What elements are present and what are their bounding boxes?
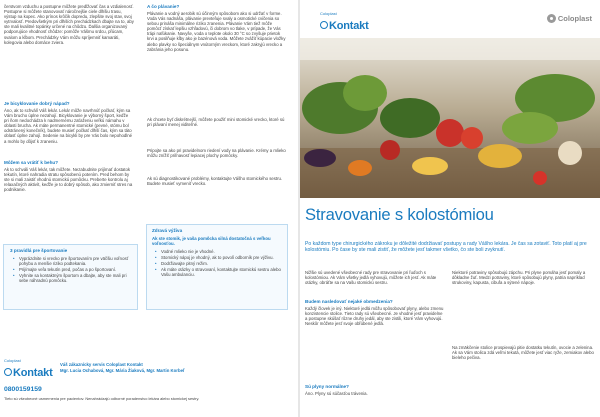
stool-consistency-paragraph: Na zmäkčenie stolice prospievajú pitie dostatku tekutín, ovocie a zelenina. Ak sa Vám stolica zdá veľmi tekutá, môžete jesť viac ryže, zemiakov alebo bieleho pečiva. [452,345,594,361]
nutrition-subtitle: Ak ste stomik, je vaša pomôcka silná dostatočná s veľkou voľnosťou. [152,236,271,247]
coloplast-kontakt-header-logo [320,12,369,34]
vegetables-photo [300,38,600,198]
coloplast-company-logo [547,14,592,23]
disclaimer: Tieto sú všeobecné usmernenia pre pacientov. Nenahrádzajú odborné poradenstvo lekára alebo stomickej sestry. [4,396,200,401]
contact-names: Mgr. Lucia Ochabová, Mgr. Mária Žiaková, Mgr. Martin Korbeľ [60,368,185,373]
swimming-paragraph: Plávanie a vodný aerobik sú účinným spôsobom ako si udržať v forme. Voda Vás nadnáša, plávanie prevteľuje svaly a osmotické cvičenia so sebou prináša minimálne riziko zranenia. Plávanie Vám tiež môže pomôcť získať lepšiu vzhľadovú, či dobrom vo tlake, v prípade, že Vás trápi nafúkanie. Navyše, voda o teplote okolo 30 °C so zvyšuje prietok krvi a posilňuje kĺby ako je bazénová voda. Môžete zvážiť kúpacie vložky alebo plavky so špeciálnym vnútorným vreckom, ktoré zakryjú vrecko a zabránia jeho posunu. [147,11,286,52]
coloplast-mark-icon [547,14,556,23]
cycling-heading: Je bicyklovanie dobrý nápad? [4,101,70,106]
cycling-paragraph: Áno, ak to schválí Váš lekár. Lekár môže navrhnúť počkať, kým sa Vám brucho úplne nezahojí. Bicyklovanie je výborný šport, keďže pri ňom nedochádza k nadmernému zaťaženiu veľkú námahu v oblasti brucha. Ak máte permanentné stomické (pevné, stómu bol odstránený konečník), budete musieť počkať dlhší čas, kým sa táto oblasť úplne zahojí. Sedenie na bicykli by pre Vás bolo nepohodlné a mohlo by dôjsť k zraneniu. [4,108,132,144]
nutrition-list [153,249,287,278]
nutrition-title: Zdravá výživa [152,228,183,233]
header-logo-big-text: Kontakt [329,20,369,32]
coloplast-kontakt-logo [4,359,53,381]
right-header [300,0,600,38]
gas-paragraph: Áno. Plyny sú súčasťou trávenia. [305,391,368,396]
gas-heading: Sú plyny normálne? [305,384,349,389]
swimming-heading: A čo plávanie? [147,4,180,9]
logo-big-text: Kontakt [13,367,53,379]
contact-title: Váš zákaznícky servis Coloplast Kontakt [60,362,143,367]
company-name: Coloplast [557,14,592,23]
sport-tips-title: 3 pravidlá pre športovanie [10,248,68,253]
nutrition-item: • Vodné mlieko nie je vhodné. [161,249,287,254]
creams-paragraph: Pripojte sa ako pri pravidelnom riedení vody na plávanie. Krémy a mlieko môžu znížiť priľnavosť lepiacej plochy pomôcky. [147,148,286,159]
general-advice-paragraph: Nižšie sú uvedené všeobecné rady pre stravovanie pri ľuďoch s kolostómiou. Ak Vám všetky jedlá vyhovujú, môžete ich jesť. Ak máte otázky, obráťte sa na Vašu stomickú sestru. [305,270,437,286]
gas-foods-paragraph: Niektoré potraviny spôsobujú zápchu. Pri plyne pomáha jesť pomaly a dôkladne žuť. Medzi potraviny, ktoré spôsobujú plyny, patria napríklad strukoviny, kapusta, cibuľa a sýtené nápoje. [452,270,586,286]
left-page [0,0,298,417]
sport-tip-item: • Vyprázdnite si vrecko pre športovaním pre väčšiu voľnosť pohybu a menšie riziko podtekania. [19,256,135,266]
right-page [300,0,600,417]
header-logo-ring-icon [320,21,328,29]
contact-phone[interactable]: 0800159159 [4,386,42,393]
sport-tip-item: • Vyhnite sa kontaktným športom a dbajte, aby ste mali pri sebe náhradnú pomôcku. [19,273,135,283]
header-logo-small-text: Coloplast [320,11,337,16]
restrictions-paragraph: Každý človek je iný. Niektoré jedlá môžu spôsobovať plyny, alebo zmenu konzistencie stolice. Tieto rady sú všeobecné. Je vhodné jesť pravidelne a postupne skúšať rôzne druhy jedál, aby ste zistili, ktoré Vám vyhovujú. Neskôr môžete jesť svoje obľúbené jedlá. [305,306,444,327]
logo-ring-icon [4,368,12,376]
nutrition-item: • Dodržiavajte pitný režim. [161,261,287,266]
running-heading: Môžem sa vrátiť k behu? [4,160,59,165]
problems-paragraph: Ak sú diagnostikované problémy, kontaktujte Vášho stomického sestru. Budete musieť vymeniť vrecko. [147,176,283,187]
restrictions-heading: Budem nasledovať nejaké obmedzenia? [305,299,393,304]
sport-tip-item: • Prijímajte veľa tekutín pred, počas a po športovaní. [19,267,135,272]
nutrition-item: • Stomický nápoj je vhodný, ak to povolí odborník pre výživu. [161,255,287,260]
nutrition-box [146,224,288,310]
sport-tips-list [11,256,135,284]
nutrition-item: • Ak máte otázky o stravovaní, kontaktujte stomickú sestru alebo Vašu ambulanciu. [161,267,287,277]
logo-small-text: Coloplast [4,358,21,363]
vegetables-illustration [300,38,600,198]
mini-pouch-paragraph: Ak chcete byť diskrétnejší, môžete použiť mini stomické vrecko, ktoré sú pri plávaní menej viditeľné. [147,117,285,128]
running-paragraph: Ak to schváli Váš lekár, tak môžete. Nezabudnite prijímať dostatok tekutín, ktoré nahradia stratu spôsobenú potením. Pred behom by ste si mali zaistiť vhodnú stomickú pomôcku. Preberte kontrolu aj relaxačných aktivít, keďže je to dobrý spôsob, ako zmierniť stres na podnikanie. [4,167,133,193]
walking-paragraph: čerstvom vzduchu a postupne môžete predlžovať čas a vzdialenosť. Postupne si môžete stanovovať náročnejšie ciele dlhšiu trasu, výstup na kopec. Ako prínos krôčik dopredu, zlepšite svoj stav, svoj vytrvalosť. Predovšetkým pri dlhších prechádzkach dbajte na to, aby ste mali kvalitné topánky určené na chôdzu. Ďalšia organizovaný podporujúce vhodnosť chôdze: pomôže Vášmu srdcu, pľúcam, svalom a kĺbom. Prechádzky Vám môžu spríjemniť kamaráti, kolegovia alebo domáce zviera. [4,4,134,45]
sport-tips-box [3,244,138,310]
article-intro: Po každom type chirurgického zákroku je dôležité dodržiavať postupy a rady Vášho lekára. Je čas sa zotaviť. Toto platí aj pre kolostómiu. Po čase by ste mali zistiť, že môžete jesť takmer všetko, čo ste boli zvyknutí. [305,241,587,254]
article-title: Stravovanie s kolostómiou [305,205,494,224]
left-footer [0,355,298,417]
